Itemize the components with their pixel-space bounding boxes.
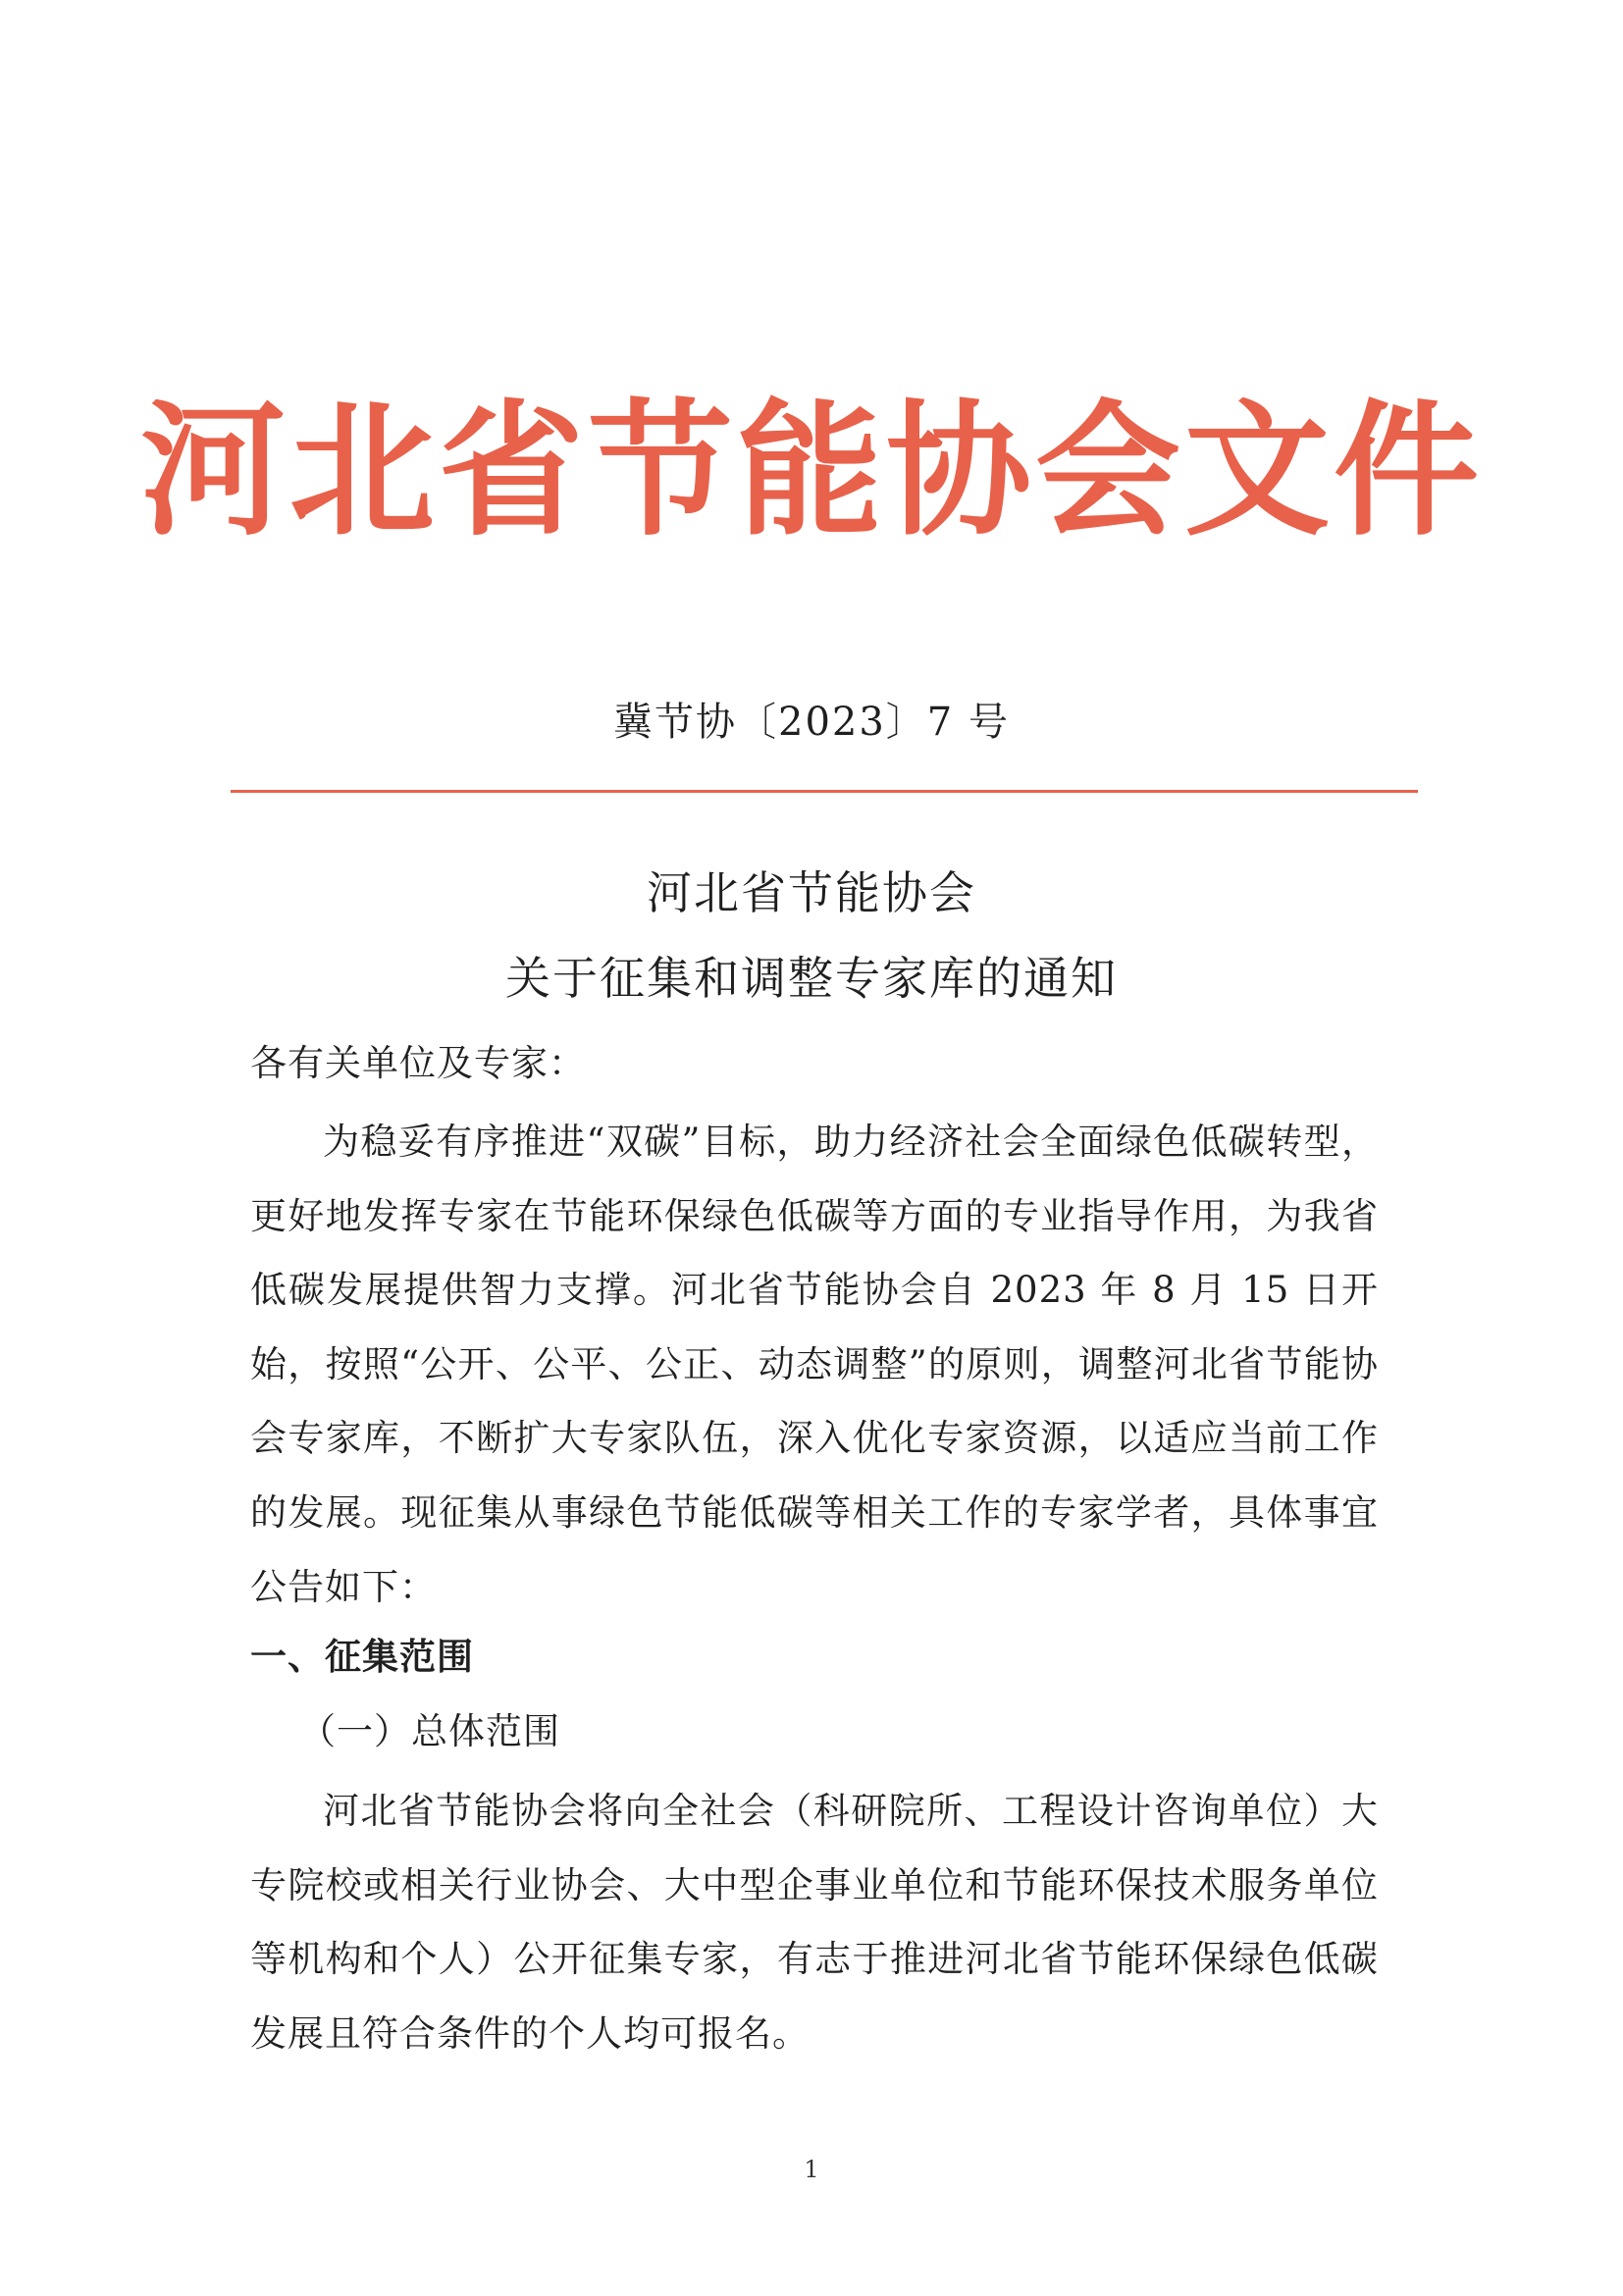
document-masthead: 河北省节能协会文件 <box>140 387 1483 555</box>
header-divider <box>231 790 1418 793</box>
notice-title-line1: 河北省节能协会 <box>647 866 976 919</box>
section-heading-scope: 一、征集范围 <box>250 1636 474 1678</box>
notice-title-line2: 关于征集和调整专家库的通知 <box>505 952 1118 1005</box>
document-number: 冀节协〔2023〕7 号 <box>613 700 1010 745</box>
scope-paragraph: 河北省节能协会将向全社会（科研院所、工程设计咨询单位）大专院校或相关行业协会、大中型企事业单位和节能环保技术服务单位等机构和个人）公开征集专家，有志于推进河北省节能环保绿色低碳发展且符合条件的个人均可报名。 <box>250 1790 1379 2055</box>
salutation: 各有关单位及专家： <box>250 1042 586 1084</box>
intro-paragraph: 为稳妥有序推进“双碳”目标，助力经济社会全面绿色低碳转型，更好地发挥专家在节能环保绿色低碳等方面的专业指导作用，为我省低碳发展提供智力支撑。河北省节能协会自 2023 年 8 月 15 日开始，按照“公开、公平、公正、动态调整”的原则，调整河北省节能协会专家库，不断扩大专家队伍，深入优化专家资源，以适应当前工作的发展。现征集从事绿色节能低碳等相关工作的专家学者，具体事宜公告如下： <box>250 1121 1379 1608</box>
page-number: 1 <box>804 2156 819 2183</box>
subsection-heading-general-scope: （一）总体范围 <box>299 1710 560 1752</box>
